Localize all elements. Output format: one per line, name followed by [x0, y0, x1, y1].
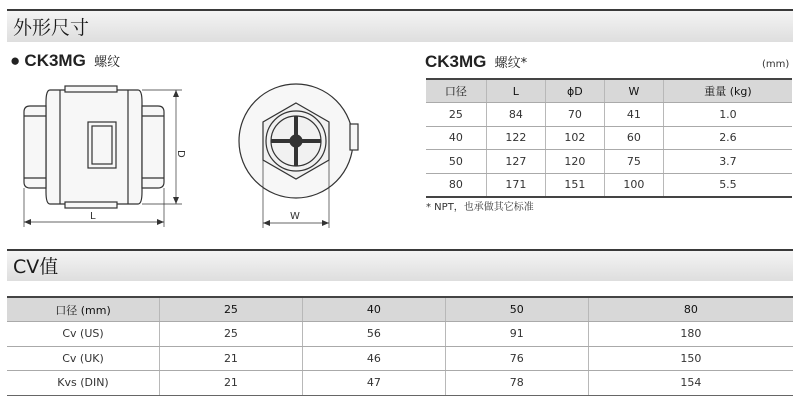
table-cell: 56	[302, 322, 445, 347]
table-cell: 78	[445, 371, 588, 396]
table-row	[426, 126, 792, 150]
row-label: Cv (US)	[7, 322, 160, 347]
row-label: Kvs (DIN)	[7, 371, 160, 396]
table-cell: 2.6	[663, 126, 792, 150]
cv-table	[7, 296, 793, 396]
section-title: 外形尺寸	[13, 17, 90, 39]
table-cell: 50	[426, 150, 486, 174]
header-cell: ϕD	[545, 79, 604, 103]
table-cell: 180	[588, 322, 793, 347]
table-cell: 127	[486, 150, 545, 174]
table-row	[426, 150, 792, 174]
table-cell: 122	[486, 126, 545, 150]
table-cell: 84	[486, 103, 545, 127]
table-header-row	[426, 79, 792, 103]
header-cell: 重量 (kg)	[663, 79, 792, 103]
unit-note: (mm)	[762, 59, 790, 70]
front-view-drawing	[228, 78, 378, 233]
dimension-d-label: D	[175, 150, 186, 158]
table-cell: 1.0	[663, 103, 792, 127]
thread-label: 螺纹*	[494, 56, 528, 71]
header-cell: L	[486, 79, 545, 103]
table-cell: 120	[545, 150, 604, 174]
table-subtitle	[425, 52, 527, 72]
section-header-dimensions	[7, 9, 793, 42]
section-header-cv	[7, 249, 793, 281]
table-cell: 47	[302, 371, 445, 396]
table-cell: 151	[545, 173, 604, 197]
header-cell: W	[604, 79, 663, 103]
table-cell: 40	[426, 126, 486, 150]
table-cell: 70	[545, 103, 604, 127]
header-cell: 80	[588, 297, 793, 322]
row-label: Cv (UK)	[7, 346, 160, 371]
side-view-drawing	[10, 72, 210, 237]
table-row	[426, 103, 792, 127]
table-cell: 46	[302, 346, 445, 371]
dimensions-table	[426, 78, 792, 198]
table-cell: 80	[426, 173, 486, 197]
header-cell: 40	[302, 297, 445, 322]
table-cell: 21	[160, 346, 303, 371]
model-name: CK3MG	[425, 52, 487, 71]
header-cell: 50	[445, 297, 588, 322]
table-cell: 171	[486, 173, 545, 197]
table-cell: 3.7	[663, 150, 792, 174]
footnote: * NPT，也承做其它标准	[426, 202, 534, 213]
table-header-row	[7, 297, 793, 322]
table-cell: 154	[588, 371, 793, 396]
header-cell: 口径 (mm)	[7, 297, 160, 322]
table-cell: 41	[604, 103, 663, 127]
table-cell: 5.5	[663, 173, 792, 197]
bullet-icon: ●	[10, 51, 21, 70]
header-cell: 25	[160, 297, 303, 322]
table-cell: 150	[588, 346, 793, 371]
model-name: CK3MG	[24, 51, 86, 70]
table-row	[7, 322, 793, 347]
table-cell: 76	[445, 346, 588, 371]
table-row	[7, 346, 793, 371]
table-row	[426, 173, 792, 197]
table-cell: 102	[545, 126, 604, 150]
dimension-w-label: W	[290, 211, 300, 222]
table-cell: 25	[426, 103, 486, 127]
table-cell: 21	[160, 371, 303, 396]
section-title: CV值	[13, 256, 59, 278]
table-cell: 100	[604, 173, 663, 197]
table-cell: 25	[160, 322, 303, 347]
dimension-l-label: L	[90, 211, 96, 222]
table-cell: 75	[604, 150, 663, 174]
thread-label: 螺纹	[94, 55, 121, 70]
table-cell: 60	[604, 126, 663, 150]
table-row	[7, 371, 793, 396]
table-cell: 91	[445, 322, 588, 347]
drawing-subtitle	[10, 51, 120, 71]
header-cell: 口径	[426, 79, 486, 103]
